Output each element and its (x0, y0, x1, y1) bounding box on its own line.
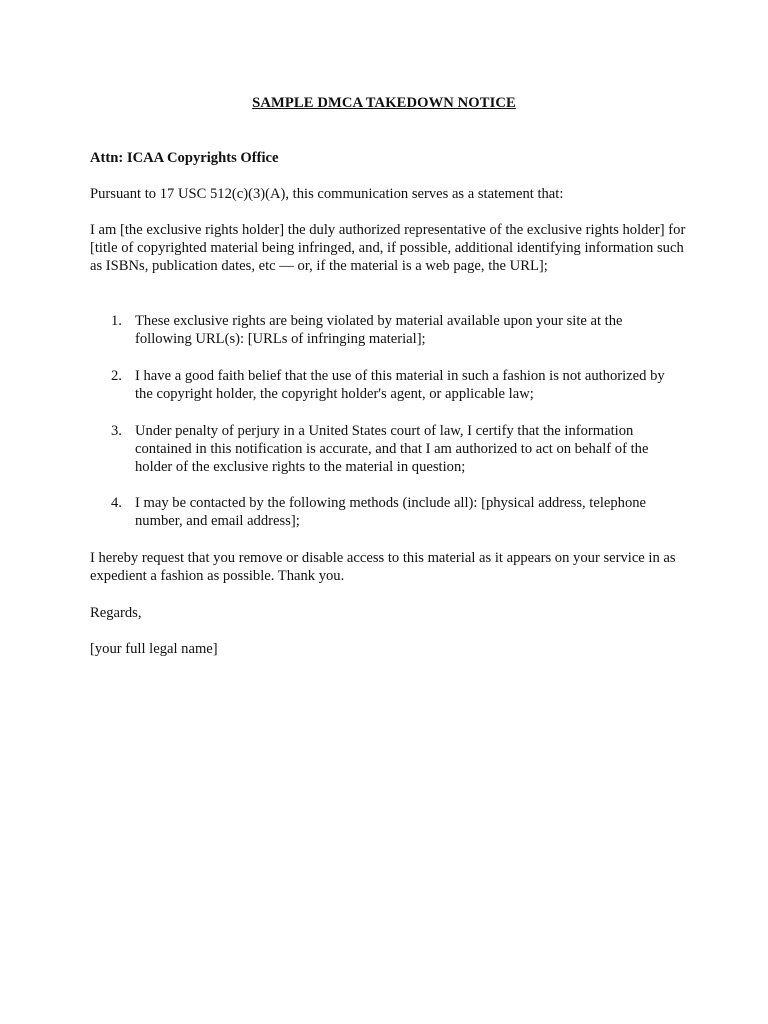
closing-regards: Regards, (90, 605, 142, 621)
intro-paragraph: I am [the exclusive rights holder] the duly authorized representative of the exclusive rights holder] for [title of copyrighted material being infringed, and, if possible, additional identifying information such as ISBNs, publication dates, etc — or, if the material is a web page, the URL]; (90, 222, 686, 275)
list-item-text: Under penalty of perjury in a United States court of law, I certify that the information contained in this notification is accurate, and that I am authorized to act on behalf of the holder of the exclusive rights to the material in question; (135, 423, 649, 476)
list-item-text: I have a good faith belief that the use of this material in such a fashion is not authorized by the copyright holder, the copyright holder's agent, or applicable law; (135, 368, 665, 403)
list-item-number: 4. (111, 495, 122, 511)
list-item-text: These exclusive rights are being violated by material available upon your site at the following URL(s): [URLs of infringing material]; (135, 313, 623, 348)
list-item-number: 1. (111, 313, 122, 329)
document-title: SAMPLE DMCA TAKEDOWN NOTICE (252, 95, 516, 111)
list-item-text: I may be contacted by the following methods (include all): [physical address, telephone number, and email address]; (135, 495, 647, 530)
signature-placeholder: [your full legal name] (90, 641, 218, 657)
request-paragraph: I hereby request that you remove or disable access to this material as it appears on your service in as expedient a fashion as possible. Thank you. (90, 550, 676, 585)
pursuant-statement: Pursuant to 17 USC 512(c)(3)(A), this communication serves as a statement that: (90, 186, 564, 202)
attention-line: Attn: ICAA Copyrights Office (90, 150, 279, 166)
list-item-number: 3. (111, 423, 122, 439)
list-item-number: 2. (111, 368, 122, 384)
